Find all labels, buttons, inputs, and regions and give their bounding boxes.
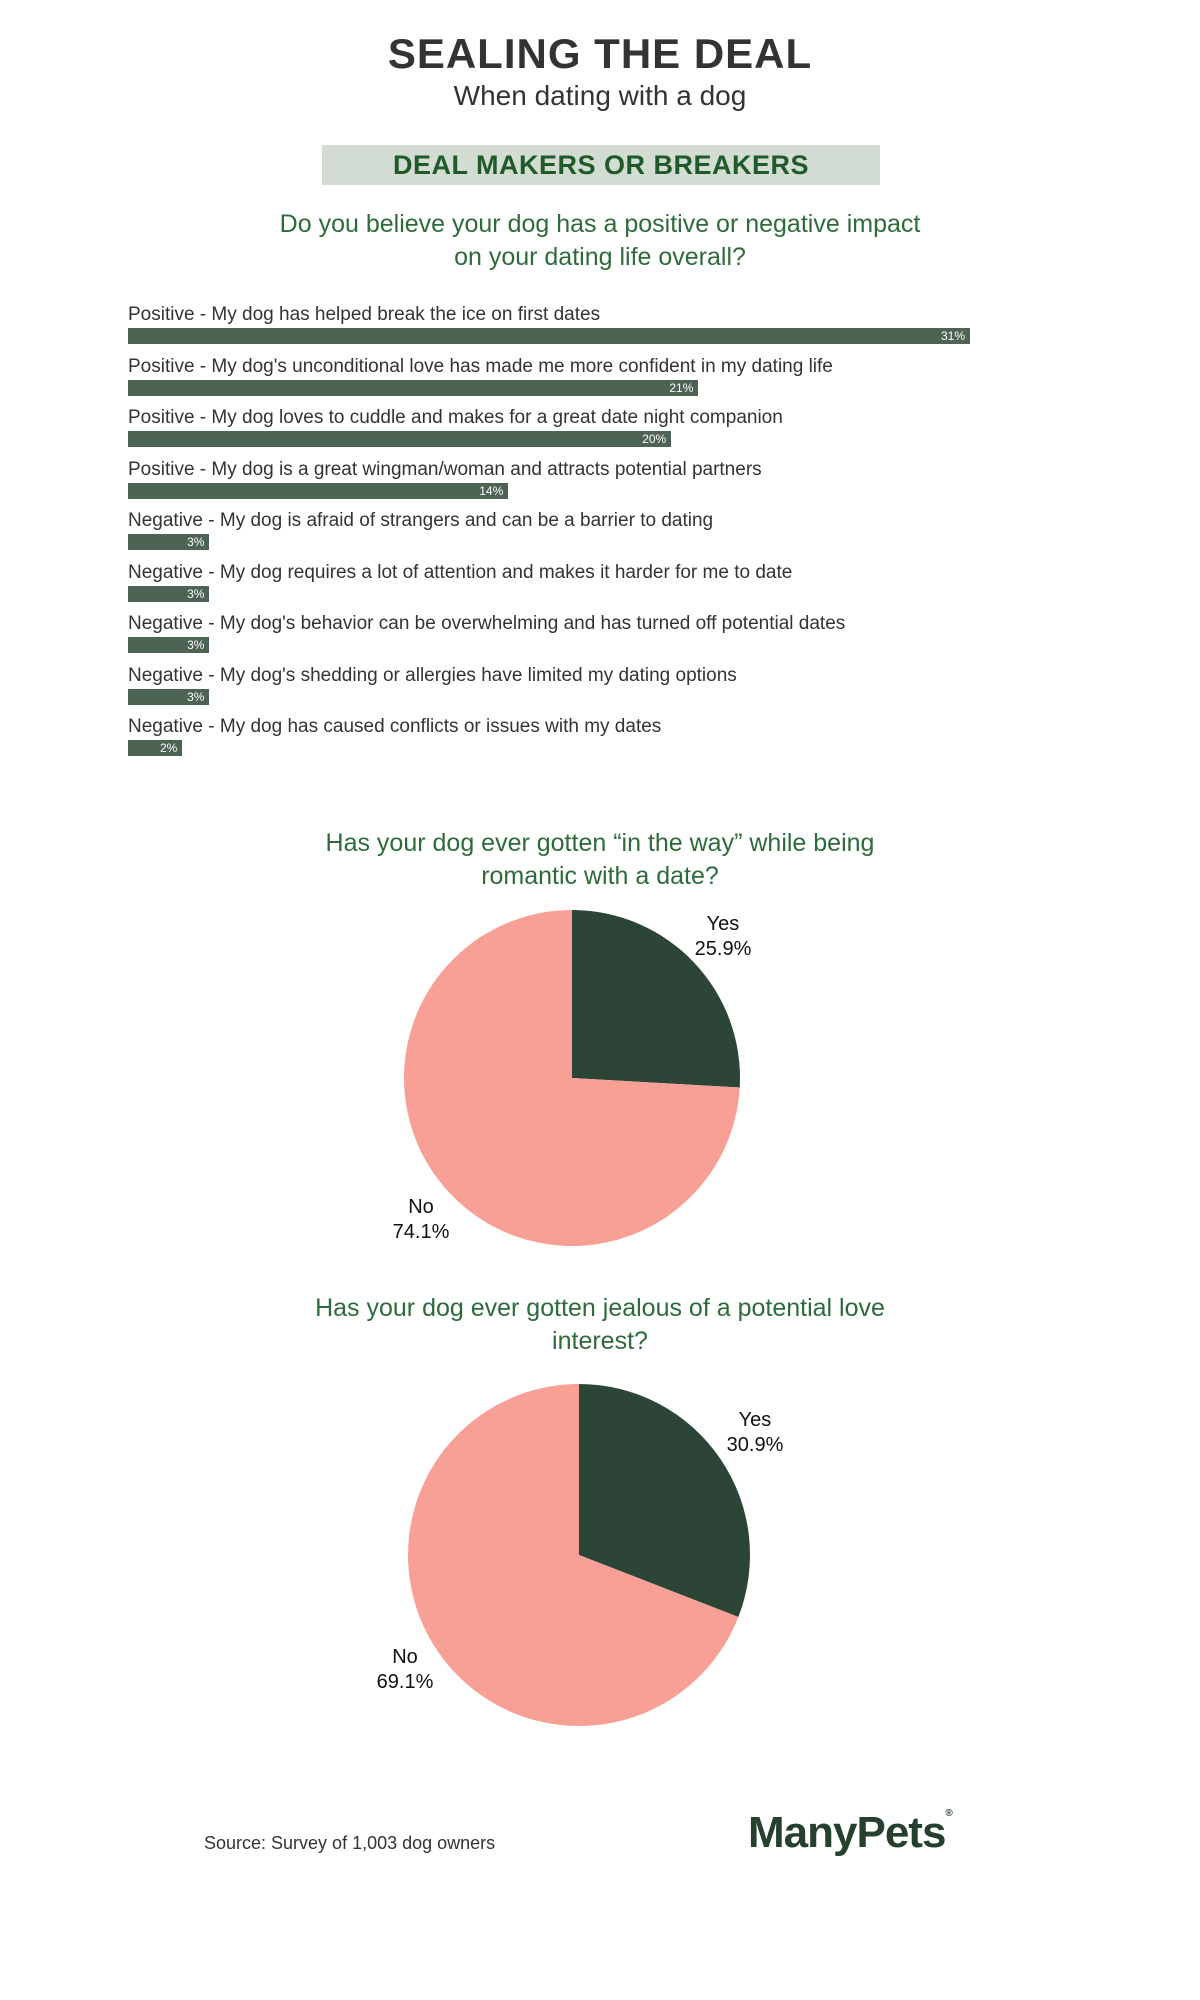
bar-row [128,665,1028,717]
section-banner-text: DEAL MAKERS OR BREAKERS [392,150,810,180]
pie-chart-2-question-line-1: Has your dog ever gotten jealous of a potential love [315,1294,885,1322]
bar-row [128,304,1028,356]
pie-chart-1-question [0,827,1200,893]
bar-row [128,613,1028,665]
source-note: Source: Survey of 1,003 dog owners [204,1833,496,1853]
bar-value-label: 20% [642,432,667,446]
bar-category-label: Positive - My dog's unconditional love has made me more confident in my dating life [128,355,833,377]
pie-chart-2-no-label [360,1645,450,1695]
bar-category-label: Positive - My dog loves to cuddle and makes for a great date night companion [128,407,783,428]
manypets-logo-text: ManyPets [748,1808,946,1857]
bar-value-label: 14% [479,483,504,498]
bar-track [128,689,1028,705]
bar-track [128,637,1028,653]
bar-track [128,586,1028,602]
bar-value-label: 3% [187,586,205,601]
pie-chart-2-question-line-2: interest? [552,1327,648,1355]
bar [128,689,209,705]
bar-row [128,356,1028,408]
pie-chart-2-yes-name: Yes [738,1409,772,1431]
page-title: SEALING THE DEAL [387,30,813,77]
pie-chart-2-yes-label [710,1408,800,1458]
pie-chart-2-question [0,1292,1200,1358]
bar-value-label: 3% [187,689,205,704]
bar-value-label: 31% [940,329,965,343]
bar-row [128,716,1028,768]
bar-value-label: 21% [669,380,694,395]
bar-value-label: 2% [159,741,178,755]
pie-chart-1-yes-name: Yes [706,913,740,935]
pie-chart-1-no-label [376,1195,466,1245]
bar-track [128,328,1028,344]
bar-track [128,740,1028,756]
bar-category-label: Negative - My dog's shedding or allergies have limited my dating options [128,664,737,686]
manypets-logo [748,1808,952,1858]
bar [128,586,209,602]
pie-chart-1-no-name: No [408,1196,434,1218]
bar-row [128,510,1028,562]
section-banner [322,145,880,185]
pie-chart-2-no-name: No [392,1646,418,1668]
pie-chart-2-no-value: 69.1% [376,1671,434,1693]
bar-row [128,562,1028,614]
pie-chart-1-yes-value: 25.9% [694,938,752,960]
bar-value-label: 3% [187,535,205,549]
manypets-logo-mark: ® [945,1808,952,1819]
bar-track [128,380,1028,396]
pie-chart-1-yes-label [678,912,768,962]
pie-chart-1-no-value: 74.1% [392,1221,450,1243]
bar [128,380,698,396]
bar-row [128,407,1028,459]
bar-chart-question-line-2: on your dating life overall? [454,243,746,271]
bar [128,534,209,550]
bar-chart-question-line-1: Do you believe your dog has a positive or negative impact [279,210,921,238]
bar-category-label: Negative - My dog has caused conflicts or issues with my dates [128,716,662,737]
bar [128,637,209,653]
bar-track [128,534,1028,550]
bar-chart [128,304,1028,768]
bar-category-label: Positive - My dog has helped break the ice on first dates [128,304,601,325]
bar [128,483,508,499]
page-subtitle: When dating with a dog [453,80,747,111]
pie-chart-2 [408,1384,750,1726]
bar-track [128,431,1028,447]
pie-chart-1-question-line-2: romantic with a date? [481,862,719,890]
bar [128,328,970,344]
bar-track [128,483,1028,499]
bar-category-label: Negative - My dog requires a lot of attention and makes it harder for me to date [128,561,793,583]
pie-chart-1-question-line-1: Has your dog ever gotten “in the way” while being [325,829,875,857]
bar [128,740,182,756]
bar-row [128,459,1028,511]
bar-category-label: Negative - My dog is afraid of strangers and can be a barrier to dating [128,510,714,531]
bar-category-label: Positive - My dog is a great wingman/woman and attracts potential partners [128,458,762,480]
bar-chart-question [0,208,1200,274]
bar-value-label: 3% [187,638,205,652]
bar-category-label: Negative - My dog's behavior can be overwhelming and has turned off potential dates [128,613,846,634]
bar [128,431,671,447]
pie-chart-2-yes-value: 30.9% [726,1434,784,1456]
